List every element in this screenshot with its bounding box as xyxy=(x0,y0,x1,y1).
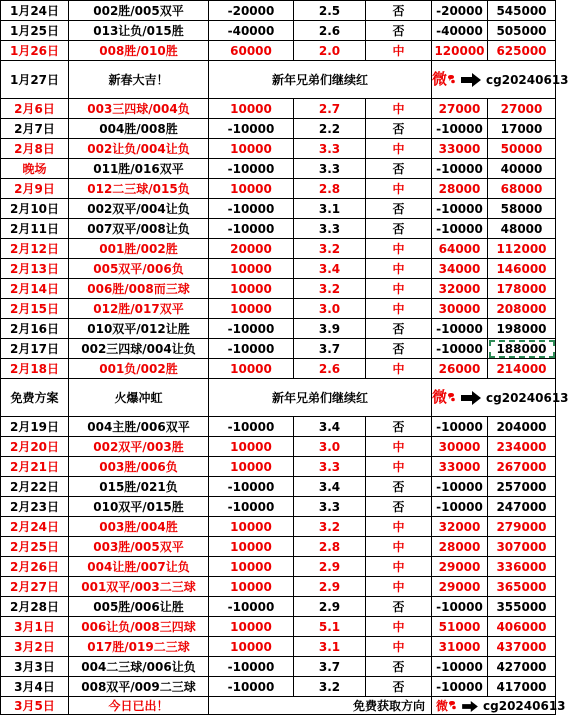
result-cell: 否 xyxy=(366,1,432,21)
result-cell: 否 xyxy=(366,677,432,697)
total-cell: 406000 xyxy=(488,617,556,637)
picks-cell: 012胜/017双平 xyxy=(69,299,209,319)
stake-cell: -10000 xyxy=(209,219,294,239)
odds-cell: 3.3 xyxy=(294,139,366,159)
date-cell: 3月2日 xyxy=(1,637,69,657)
profit-cell: -10000 xyxy=(432,477,488,497)
stake-cell: -10000 xyxy=(209,159,294,179)
footer-row xyxy=(1,697,556,715)
picks-cell: 010双平/012让胜 xyxy=(69,319,209,339)
right-arrow-icon xyxy=(461,701,479,712)
result-cell: 否 xyxy=(366,339,432,359)
date-cell: 1月26日 xyxy=(1,41,69,61)
banner-contact xyxy=(432,379,569,417)
total-cell: 279000 xyxy=(488,517,556,537)
table-row xyxy=(1,259,556,279)
picks-cell: 005双平/006负 xyxy=(69,259,209,279)
total-cell: 437000 xyxy=(488,637,556,657)
picks-cell: 006胜/008而三球 xyxy=(69,279,209,299)
contact-id: cg20240613 xyxy=(486,72,569,87)
date-cell: 2月25日 xyxy=(1,537,69,557)
result-cell: 否 xyxy=(366,319,432,339)
result-cell: 中 xyxy=(366,617,432,637)
picks-cell: 002双平/003胜 xyxy=(69,437,209,457)
banner-row xyxy=(1,61,556,99)
profit-cell: 27000 xyxy=(432,99,488,119)
odds-cell: 3.3 xyxy=(294,219,366,239)
picks-cell: 005胜/006让胜 xyxy=(69,597,209,617)
stake-cell: 10000 xyxy=(209,617,294,637)
profit-cell: 28000 xyxy=(432,537,488,557)
stake-cell: -40000 xyxy=(209,21,294,41)
profit-cell: 32000 xyxy=(432,279,488,299)
profit-cell: 26000 xyxy=(432,359,488,379)
odds-cell: 3.4 xyxy=(294,417,366,437)
total-cell: 27000 xyxy=(488,99,556,119)
stake-cell: -10000 xyxy=(209,119,294,139)
odds-cell: 3.3 xyxy=(294,497,366,517)
odds-cell: 3.4 xyxy=(294,259,366,279)
stake-cell: -10000 xyxy=(209,199,294,219)
total-cell: 247000 xyxy=(488,497,556,517)
result-cell: 中 xyxy=(366,577,432,597)
stake-cell: -20000 xyxy=(209,1,294,21)
date-cell: 2月18日 xyxy=(1,359,69,379)
total-cell: 146000 xyxy=(488,259,556,279)
odds-cell: 3.4 xyxy=(294,477,366,497)
result-cell: 否 xyxy=(366,417,432,437)
picks-cell: 001负/002胜 xyxy=(69,359,209,379)
odds-cell: 3.7 xyxy=(294,657,366,677)
picks-cell: 010双平/015胜 xyxy=(69,497,209,517)
result-cell: 否 xyxy=(366,219,432,239)
result-cell: 中 xyxy=(366,637,432,657)
banner-date: 免费方案 xyxy=(1,379,69,417)
stake-cell: -10000 xyxy=(209,339,294,359)
table-row xyxy=(1,1,556,21)
odds-cell: 2.8 xyxy=(294,179,366,199)
picks-cell: 007双平/008让负 xyxy=(69,219,209,239)
result-cell: 中 xyxy=(366,139,432,159)
table-row xyxy=(1,159,556,179)
date-cell: 2月8日 xyxy=(1,139,69,159)
footer-direction: 免费获取方向 xyxy=(209,697,432,715)
total-cell: 112000 xyxy=(488,239,556,259)
table-row xyxy=(1,359,556,379)
result-cell: 中 xyxy=(366,279,432,299)
total-cell: 214000 xyxy=(488,359,556,379)
picks-cell: 004胜/008胜 xyxy=(69,119,209,139)
total-cell: 58000 xyxy=(488,199,556,219)
odds-cell: 2.8 xyxy=(294,537,366,557)
wei-label: 微 xyxy=(436,698,449,713)
date-cell: 2月19日 xyxy=(1,417,69,437)
banner-title: 新年兄弟们继续红 xyxy=(209,61,432,99)
total-cell: 198000 xyxy=(488,319,556,339)
table-row xyxy=(1,319,556,339)
footer-today: 今日已出！ xyxy=(69,697,209,715)
stake-cell: 10000 xyxy=(209,537,294,557)
result-cell: 中 xyxy=(366,457,432,477)
stake-cell: 10000 xyxy=(209,259,294,279)
date-cell: 2月16日 xyxy=(1,319,69,339)
odds-cell: 3.2 xyxy=(294,517,366,537)
profit-cell: -10000 xyxy=(432,119,488,139)
profit-cell: -10000 xyxy=(432,657,488,677)
stake-cell: 10000 xyxy=(209,437,294,457)
profit-cell: 30000 xyxy=(432,437,488,457)
picks-cell: 015胜/021负 xyxy=(69,477,209,497)
date-cell: 2月14日 xyxy=(1,279,69,299)
stake-cell: 10000 xyxy=(209,637,294,657)
stake-cell: -10000 xyxy=(209,319,294,339)
picks-cell: 012二三球/015负 xyxy=(69,179,209,199)
stake-cell: -10000 xyxy=(209,477,294,497)
total-cell: 355000 xyxy=(488,597,556,617)
date-cell: 1月25日 xyxy=(1,21,69,41)
profit-cell: -10000 xyxy=(432,677,488,697)
total-cell: 178000 xyxy=(488,279,556,299)
date-cell: 2月22日 xyxy=(1,477,69,497)
stake-cell: 10000 xyxy=(209,457,294,477)
table-row xyxy=(1,179,556,199)
odds-cell: 2.9 xyxy=(294,597,366,617)
date-cell: 2月12日 xyxy=(1,239,69,259)
date-cell: 2月24日 xyxy=(1,517,69,537)
right-arrow-icon xyxy=(460,391,482,405)
footer-contact xyxy=(432,697,566,715)
banner-contact xyxy=(432,61,569,99)
banner-greeting: 火爆冲虹 xyxy=(69,379,209,417)
stake-cell: 10000 xyxy=(209,517,294,537)
picks-cell: 004主胜/006双平 xyxy=(69,417,209,437)
odds-cell: 2.2 xyxy=(294,119,366,139)
total-cell: 68000 xyxy=(488,179,556,199)
table-row xyxy=(1,239,556,259)
picks-cell: 003胜/005双平 xyxy=(69,537,209,557)
profit-cell: -10000 xyxy=(432,199,488,219)
date-cell: 1月24日 xyxy=(1,1,69,21)
picks-cell: 008胜/010胜 xyxy=(69,41,209,61)
picks-cell: 001双平/003二三球 xyxy=(69,577,209,597)
date-cell: 2月27日 xyxy=(1,577,69,597)
odds-cell: 3.0 xyxy=(294,299,366,319)
picks-cell: 002让负/004让负 xyxy=(69,139,209,159)
odds-cell: 2.7 xyxy=(294,99,366,119)
picks-cell: 002胜/005双平 xyxy=(69,1,209,21)
table-row xyxy=(1,99,556,119)
contact-id: cg20240613 xyxy=(483,698,566,713)
table-row xyxy=(1,637,556,657)
date-cell: 2月9日 xyxy=(1,179,69,199)
date-cell: 3月3日 xyxy=(1,657,69,677)
profit-cell: 31000 xyxy=(432,637,488,657)
result-cell: 否 xyxy=(366,657,432,677)
table-row xyxy=(1,21,556,41)
total-cell: 40000 xyxy=(488,159,556,179)
total-cell: 307000 xyxy=(488,537,556,557)
wechat-icon xyxy=(448,700,457,710)
date-cell: 2月13日 xyxy=(1,259,69,279)
profit-cell: 29000 xyxy=(432,557,488,577)
table-row xyxy=(1,199,556,219)
odds-cell: 3.1 xyxy=(294,199,366,219)
result-cell: 否 xyxy=(366,159,432,179)
footer-date: 3月5日 xyxy=(1,697,69,715)
table-row xyxy=(1,477,556,497)
total-cell: 545000 xyxy=(488,1,556,21)
table-row xyxy=(1,537,556,557)
date-cell: 2月26日 xyxy=(1,557,69,577)
stake-cell: -10000 xyxy=(209,417,294,437)
result-cell: 否 xyxy=(366,21,432,41)
stake-cell: 10000 xyxy=(209,99,294,119)
table-row xyxy=(1,41,556,61)
date-cell: 2月21日 xyxy=(1,457,69,477)
table-row xyxy=(1,617,556,637)
picks-cell: 006让负/008三四球 xyxy=(69,617,209,637)
result-cell: 否 xyxy=(366,477,432,497)
picks-cell: 003胜/006负 xyxy=(69,457,209,477)
odds-cell: 3.7 xyxy=(294,339,366,359)
table-row xyxy=(1,597,556,617)
result-cell: 中 xyxy=(366,179,432,199)
stake-cell: 10000 xyxy=(209,179,294,199)
total-cell: 427000 xyxy=(488,657,556,677)
odds-cell: 3.2 xyxy=(294,239,366,259)
total-cell: 417000 xyxy=(488,677,556,697)
wei-label: 微 xyxy=(432,69,448,88)
table-row xyxy=(1,139,556,159)
date-cell: 2月10日 xyxy=(1,199,69,219)
odds-cell: 3.2 xyxy=(294,279,366,299)
odds-cell: 5.1 xyxy=(294,617,366,637)
odds-cell: 2.6 xyxy=(294,21,366,41)
total-cell: 208000 xyxy=(488,299,556,319)
profit-cell: 33000 xyxy=(432,457,488,477)
total-cell: 50000 xyxy=(488,139,556,159)
table-row xyxy=(1,457,556,477)
stake-cell: 10000 xyxy=(209,299,294,319)
result-cell: 中 xyxy=(366,517,432,537)
stake-cell: 10000 xyxy=(209,577,294,597)
date-cell: 3月4日 xyxy=(1,677,69,697)
date-cell: 2月20日 xyxy=(1,437,69,457)
banner-greeting: 新春大吉！ xyxy=(69,61,209,99)
total-cell: 234000 xyxy=(488,437,556,457)
odds-cell: 3.1 xyxy=(294,637,366,657)
date-cell: 2月11日 xyxy=(1,219,69,239)
total-cell: 257000 xyxy=(488,477,556,497)
picks-cell: 002三四球/004让负 xyxy=(69,339,209,359)
odds-cell: 2.6 xyxy=(294,359,366,379)
table-row xyxy=(1,657,556,677)
total-cell: 267000 xyxy=(488,457,556,477)
stake-cell: 10000 xyxy=(209,279,294,299)
profit-cell: -10000 xyxy=(432,597,488,617)
odds-cell: 2.5 xyxy=(294,1,366,21)
stake-cell: -10000 xyxy=(209,497,294,517)
table-row xyxy=(1,577,556,597)
date-cell: 3月1日 xyxy=(1,617,69,637)
result-cell: 中 xyxy=(366,537,432,557)
total-cell: 48000 xyxy=(488,219,556,239)
banner-title: 新年兄弟们继续红 xyxy=(209,379,432,417)
stake-cell: 10000 xyxy=(209,359,294,379)
date-cell: 2月28日 xyxy=(1,597,69,617)
date-cell: 晚场 xyxy=(1,159,69,179)
profit-cell: 32000 xyxy=(432,517,488,537)
total-cell: 336000 xyxy=(488,557,556,577)
result-cell: 否 xyxy=(366,597,432,617)
stake-cell: 60000 xyxy=(209,41,294,61)
wei-label: 微 xyxy=(432,387,448,406)
stake-cell: -10000 xyxy=(209,597,294,617)
stake-cell: 10000 xyxy=(209,139,294,159)
profit-cell: 64000 xyxy=(432,239,488,259)
table-row xyxy=(1,417,556,437)
picks-cell: 017胜/019二三球 xyxy=(69,637,209,657)
picks-cell: 003胜/004胜 xyxy=(69,517,209,537)
result-cell: 中 xyxy=(366,437,432,457)
result-cell: 中 xyxy=(366,557,432,577)
result-cell: 中 xyxy=(366,299,432,319)
profit-cell: 120000 xyxy=(432,41,488,61)
result-cell: 中 xyxy=(366,99,432,119)
right-arrow-icon xyxy=(460,73,482,87)
total-cell: 505000 xyxy=(488,21,556,41)
result-cell: 中 xyxy=(366,239,432,259)
profit-cell: -10000 xyxy=(432,417,488,437)
picks-cell: 011胜/016双平 xyxy=(69,159,209,179)
result-cell: 否 xyxy=(366,119,432,139)
picks-cell: 002双平/004让负 xyxy=(69,199,209,219)
result-cell: 中 xyxy=(366,359,432,379)
total-cell: 204000 xyxy=(488,417,556,437)
wechat-icon xyxy=(447,74,456,84)
picks-cell: 001胜/002胜 xyxy=(69,239,209,259)
date-cell: 2月6日 xyxy=(1,99,69,119)
profit-cell: 51000 xyxy=(432,617,488,637)
odds-cell: 3.9 xyxy=(294,319,366,339)
stake-cell: -10000 xyxy=(209,657,294,677)
stake-cell: -10000 xyxy=(209,677,294,697)
table-row xyxy=(1,437,556,457)
result-cell: 否 xyxy=(366,199,432,219)
odds-cell: 2.9 xyxy=(294,557,366,577)
stake-cell: 10000 xyxy=(209,557,294,577)
odds-cell: 3.3 xyxy=(294,159,366,179)
table-row xyxy=(1,517,556,537)
date-cell: 2月7日 xyxy=(1,119,69,139)
result-cell: 中 xyxy=(366,41,432,61)
banner-date: 1月27日 xyxy=(1,61,69,99)
table-row xyxy=(1,339,556,359)
table-row xyxy=(1,119,556,139)
picks-cell: 003三四球/004负 xyxy=(69,99,209,119)
profit-cell: -20000 xyxy=(432,1,488,21)
total-cell: 188000 xyxy=(488,339,556,359)
profit-cell: -10000 xyxy=(432,219,488,239)
total-cell: 625000 xyxy=(488,41,556,61)
odds-cell: 3.3 xyxy=(294,457,366,477)
table-row xyxy=(1,497,556,517)
profit-cell: -40000 xyxy=(432,21,488,41)
date-cell: 2月15日 xyxy=(1,299,69,319)
total-cell: 365000 xyxy=(488,577,556,597)
odds-cell: 2.9 xyxy=(294,577,366,597)
profit-cell: 33000 xyxy=(432,139,488,159)
date-cell: 2月23日 xyxy=(1,497,69,517)
profit-cell: -10000 xyxy=(432,159,488,179)
total-cell: 17000 xyxy=(488,119,556,139)
profit-cell: 34000 xyxy=(432,259,488,279)
contact-id: cg20240613 xyxy=(486,390,569,405)
odds-cell: 2.0 xyxy=(294,41,366,61)
picks-cell: 008双平/009二三球 xyxy=(69,677,209,697)
wechat-icon xyxy=(447,392,456,402)
profit-cell: -10000 xyxy=(432,319,488,339)
profit-cell: 29000 xyxy=(432,577,488,597)
profit-cell: 28000 xyxy=(432,179,488,199)
picks-cell: 004二三球/006让负 xyxy=(69,657,209,677)
odds-cell: 3.0 xyxy=(294,437,366,457)
profit-cell: -10000 xyxy=(432,497,488,517)
table-row xyxy=(1,677,556,697)
stake-cell: 20000 xyxy=(209,239,294,259)
result-cell: 中 xyxy=(366,259,432,279)
table-row xyxy=(1,299,556,319)
banner-row xyxy=(1,379,556,417)
table-row xyxy=(1,279,556,299)
table-row xyxy=(1,557,556,577)
result-cell: 否 xyxy=(366,497,432,517)
picks-cell: 004让胜/007让负 xyxy=(69,557,209,577)
picks-cell: 013让负/015胜 xyxy=(69,21,209,41)
profit-cell: -10000 xyxy=(432,339,488,359)
date-cell: 2月17日 xyxy=(1,339,69,359)
profit-cell: 30000 xyxy=(432,299,488,319)
table-row xyxy=(1,219,556,239)
odds-cell: 3.2 xyxy=(294,677,366,697)
